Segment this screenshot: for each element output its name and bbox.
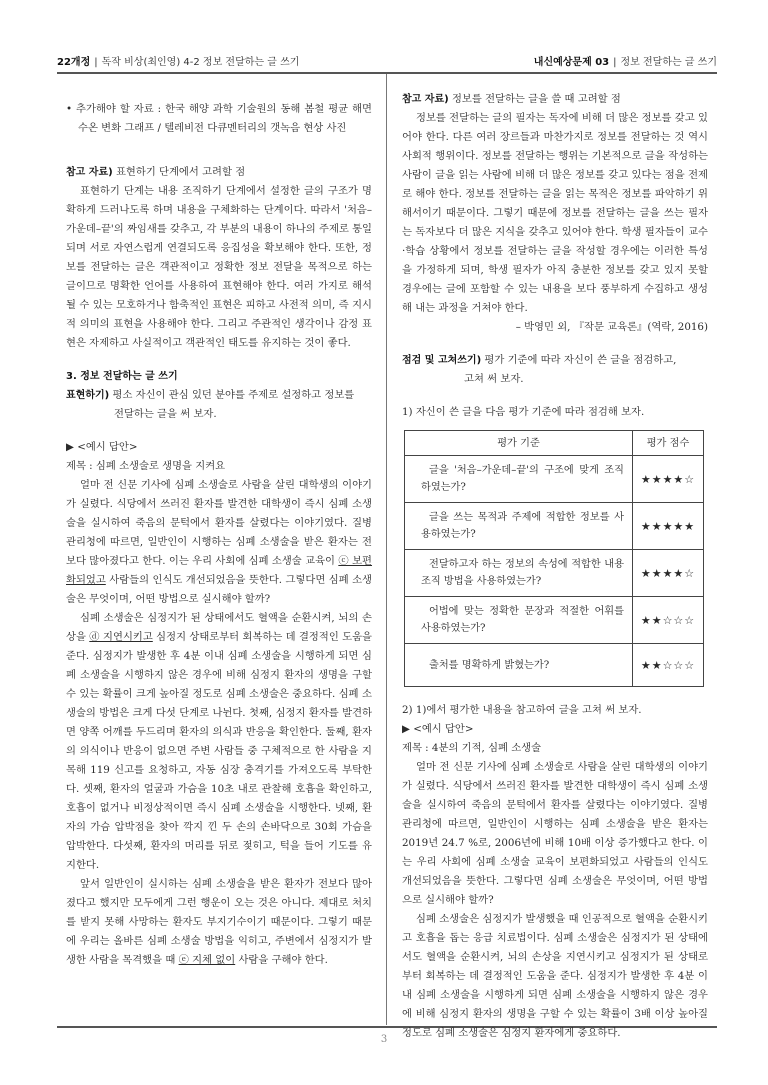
- table-row: [405, 550, 704, 597]
- header-right: 내신예상문제 03 | 정보 전달하는 글 쓰기: [533, 57, 717, 68]
- header-left: 22개정 | 독작 비상(최인영) 4-2 정보 전달하는 글 쓰기: [57, 57, 300, 68]
- right-column: [402, 90, 708, 1039]
- score-stars: ★★☆☆☆: [633, 597, 704, 644]
- criteria-cell: 글을 쓰는 목적과 주제에 적합한 정보를 사용하였는가?: [405, 503, 633, 550]
- express-task-cont: 전달하는 글을 써 보자.: [114, 407, 217, 420]
- express-task: [66, 386, 372, 405]
- check-text: 평가 기준에 따라 자신이 쓴 글을 점검하고,: [481, 354, 677, 366]
- criteria-cell: 글을 '처음–가운데–끝'의 구조에 맞게 조직하였는가?: [405, 456, 633, 503]
- table-row: [405, 644, 704, 687]
- express-label: 표현하기): [66, 389, 110, 401]
- criteria-cell: 출처를 명확하게 밝혔는가?: [405, 644, 633, 687]
- check-label: 점검 및 고쳐쓰기): [402, 355, 482, 366]
- header-unit: 정보 전달하는 글 쓰기: [620, 57, 717, 68]
- score-stars: ★★★★☆: [633, 456, 704, 503]
- essay-paragraph-2: 심폐 소생술은 심정지가 된 상태에서도 혈액을 순환시켜, 뇌의 손상을 ⓓ 지연시키고 심정지 상태로부터 회복하는 데 결정적인 도움을 준다. 심정지가 발생한 후 4분 이내 심폐 소생술을 시행하게 되면 심폐 소생술을 시행하지 않은 경우에 비해 심정지 환자의 생명을 구할 수 있는 확률이 크게 높아질 정도로 심폐 소생술은 중요하다. 심폐 소생술의 방법은 크게 다섯 단계로 나뉜다. 첫째, 심정지 환자를 발견하면 양쪽 어깨를 두드리며 환자의 의식과 반응을 확인한다. 둘째, 환자의 의식이나 반응이 없으면 주변 사람들 중 구체적으로 한 사람을 지목해 119 신고를 요청하고, 자동 심장 충격기를 가져오도록 부탁한다. 셋째, 환자의 얼굴과 가슴을 10초 내로 관찰해 호흡을 확인하고, 호흡이 없거나 비정상적이면 즉시 심폐 소생술을 시행한다. 넷째, 환자의 가슴 압박점을 찾아 깍지 낀 두 손의 손바닥으로 30회 가슴을 압박한다. 다섯째, 환자의 머리를 뒤로 젖히고, 턱을 들어 기도를 유지한다.: [66, 611, 372, 871]
- reference-label-2: 참고 자료): [402, 94, 449, 105]
- reference-body: 표현하기 단계는 내용 조직하기 단계에서 설정한 글의 구조가 명확하게 드러나도록 하며 내용을 구체화하는 단계이다. 따라서 '처음–가운데–끝'의 짜임새를 갖추고, 각 부분의 내용이 하나의 주제로 통일되며 서로 자연스럽게 연결되도록 응집성을 확보해야 한다. 또한, 정보를 전달하는 글은 객관적이고 정확한 정보 전달을 목적으로 하는 글이므로 명확한 언어를 사용하여 표현해야 한다. 여러 가지로 해석될 수 있는 모호하거나 함축적인 표현은 피하고 사전적 의미, 즉 지시적 의미의 표현을 사용해야 한다. 그리고 주관적인 생각이나 감정 표현은 자제하고 사실적이고 객관적인 태도를 유지하는 것이 좋다.: [66, 184, 372, 349]
- question-1: 1) 자신이 쓴 글을 다음 평가 기준에 따라 점검해 보자.: [402, 406, 645, 418]
- example-answer-label-2: ▶ <예시 답안>: [402, 723, 474, 735]
- essay-title: 제목 : 심폐 소생술로 생명을 지켜요: [66, 459, 226, 472]
- left-column: [66, 90, 372, 1020]
- score-stars: ★★★★☆: [633, 550, 704, 597]
- reference-title: 표현하기 단계에서 고려할 점: [112, 165, 246, 178]
- page-number: 3: [380, 1034, 388, 1045]
- header-criteria: 평가 기준: [405, 431, 633, 456]
- marked-phrase-d: ⓓ 지연시키고: [89, 630, 153, 643]
- marked-phrase-e: ⓔ 지체 없이: [178, 953, 236, 966]
- reference-heading-2: [402, 90, 708, 109]
- marked-phrase-c: ⓒ 보편화되었고: [66, 554, 373, 586]
- criteria-cell: 전달하고자 하는 정보의 속성에 적합한 내용 조직 방법을 사용하였는가?: [405, 550, 633, 597]
- section-title: 3. 정보 전달하는 글 쓰기: [66, 370, 178, 382]
- table-header-row: [405, 431, 704, 456]
- check-task-cont: 고쳐 써 보자.: [464, 373, 524, 385]
- table-row: [405, 597, 704, 644]
- score-stars: ★★☆☆☆: [633, 644, 704, 687]
- reference-heading: [66, 163, 372, 182]
- essay-title-2: 제목 : 4분의 기적, 심폐 소생술: [402, 742, 542, 754]
- revised-paragraph-1: 얼마 전 신문 기사에 심폐 소생술로 사람을 살린 대학생의 이야기가 실렸다. 식당에서 쓰러진 환자를 발견한 대학생이 즉시 심폐 소생술을 실시하여 죽음의 문턱에서 환자를 살렸다는 이야기였다. 질병 관리청에 따르면, 일반인이 시행하는 심폐 소생술을 받은 환자는 2019년 24.7 %로, 2006년에 비해 10배 이상 증가했다고 한다. 이는 우리 사회에 심폐 소생술 교육이 보편화되었고 사람들의 인식도 개선되었음을 뜻한다. 그렇다면 심폐 소생술은 무엇이며, 어떤 방법으로 실시해야 할까?: [402, 761, 708, 906]
- additional-material: • 추가해야 할 자료 : 한국 해양 과학 기술원의 동해 봄철 평균 해면 수온 변화 그래프 / 텔레비전 다큐멘터리의 갯녹음 현상 사진: [66, 103, 372, 135]
- revised-paragraph-2: 심폐 소생술은 심정지가 발생했을 때 인공적으로 혈액을 순환시키고 호흡을 돕는 응급 치료법이다. 심폐 소생술은 심정지가 된 상태에서도 혈액을 순환시켜, 뇌의 손상을 지연시키고 심정지가 된 상태로부터 회복하는 데 결정적인 도움을 준다. 심정지가 발생한 후 4분 이내 심폐 소생술을 시행하게 되면 심폐 소생술을 시행하지 않은 경우에 비해 심정지 환자의 생명을 구할 수 있는 확률이 3배 이상 높아질 정도로 심폐 소생술은 심정지 환자에게 중요하다.: [402, 913, 708, 1039]
- page-header: [57, 50, 717, 70]
- example-answer-label: ▶ <예시 답안>: [66, 440, 138, 453]
- check-task: [402, 351, 708, 370]
- table-row: [405, 503, 704, 550]
- header-exam: 내신예상문제 03: [533, 57, 610, 68]
- evaluation-table: [404, 430, 704, 687]
- reference-body-2: 정보를 전달하는 글의 필자는 독자에 비해 더 많은 정보를 갖고 있어야 한다. 다른 여러 장르들과 마찬가지로 정보를 전달하는 것 역시 사회적 행위이다. 정보를 전달하는 행위는 기본적으로 글을 작성하는 사람이 글을 읽는 사람에 비해 더 많은 정보를 갖고 있다는 점을 전제로 해야 한다. 정보를 전달하는 글을 읽는 목적은 정보를 파악하기 위해서이기 때문이다. 그렇기 때문에 정보를 전달하는 글을 쓰는 필자는 독자보다 더 많은 지식을 갖추고 있어야 한다. 학생 필자들이 교수·학습 상황에서 정보를 전달하는 글을 작성할 경우에는 이러한 특성을 가정하게 되며, 학생 필자가 아직 충분한 정보를 갖고 있지 못할 경우에는 글에 포함할 수 있는 내용을 보다 풍부하게 수집하고 생성해 내는 과정을 거쳐야 한다.: [402, 112, 708, 314]
- header-divider: [57, 72, 717, 74]
- header-course: 독작 비상(최인영) 4-2 정보 전달하는 글 쓰기: [101, 57, 300, 68]
- essay-paragraph-1: 얼마 전 신문 기사에 심폐 소생술로 사람을 살린 대학생의 이야기가 실렸다. 식당에서 쓰러진 환자를 발견한 대학생이 즉시 심폐 소생술을 실시하여 죽음의 문턱에서 환자를 살렸다는 이야기였다. 질병 관리청에 따르면, 일반인이 시행하는 심폐 소생술을 받은 환자는 전보다 많아졌다고 한다. 이는 우리 사회에 심폐 소생술 교육이 ⓒ 보편화되었고 사람들의 인식도 개선되었음을 뜻한다. 그렇다면 심폐 소생술은 무엇이며, 어떤 방법으로 실시해야 할까?: [66, 478, 373, 605]
- essay-paragraph-3: 앞서 일반인이 실시하는 심폐 소생술을 받은 환자가 전보다 많아졌다고 했지만 모두에게 그런 행운이 오는 것은 아니다. 제대로 처치를 받지 못해 사망하는 환자도 부지기수이기 때문이다. 그렇기 때문에 우리는 올바른 심폐 소생술 방법을 익히고, 주변에서 심정지가 발생한 사람을 목격했을 때 ⓔ 지체 없이 사람을 구해야 한다.: [66, 877, 372, 966]
- express-text: 평소 자신이 관심 있던 분야를 주제로 설정하고 정보를: [109, 388, 355, 401]
- question-2: 2) 1)에서 평가한 내용을 참고하여 글을 고쳐 써 보자.: [402, 704, 642, 716]
- column-divider: [386, 74, 387, 1025]
- reference-label: 참고 자료): [66, 166, 113, 178]
- table-row: [405, 456, 704, 503]
- header-grade: 22개정: [57, 57, 91, 68]
- reference-title-2: 정보를 전달하는 글을 쓸 때 고려할 점: [448, 93, 621, 105]
- header-score: 평가 점수: [633, 431, 704, 456]
- criteria-cell: 어법에 맞는 정확한 문장과 적절한 어휘를 사용하였는가?: [405, 597, 633, 644]
- score-stars: ★★★★★: [633, 503, 704, 550]
- reference-source: – 박영민 외, 『작문 교육론』(역락, 2016): [515, 321, 708, 333]
